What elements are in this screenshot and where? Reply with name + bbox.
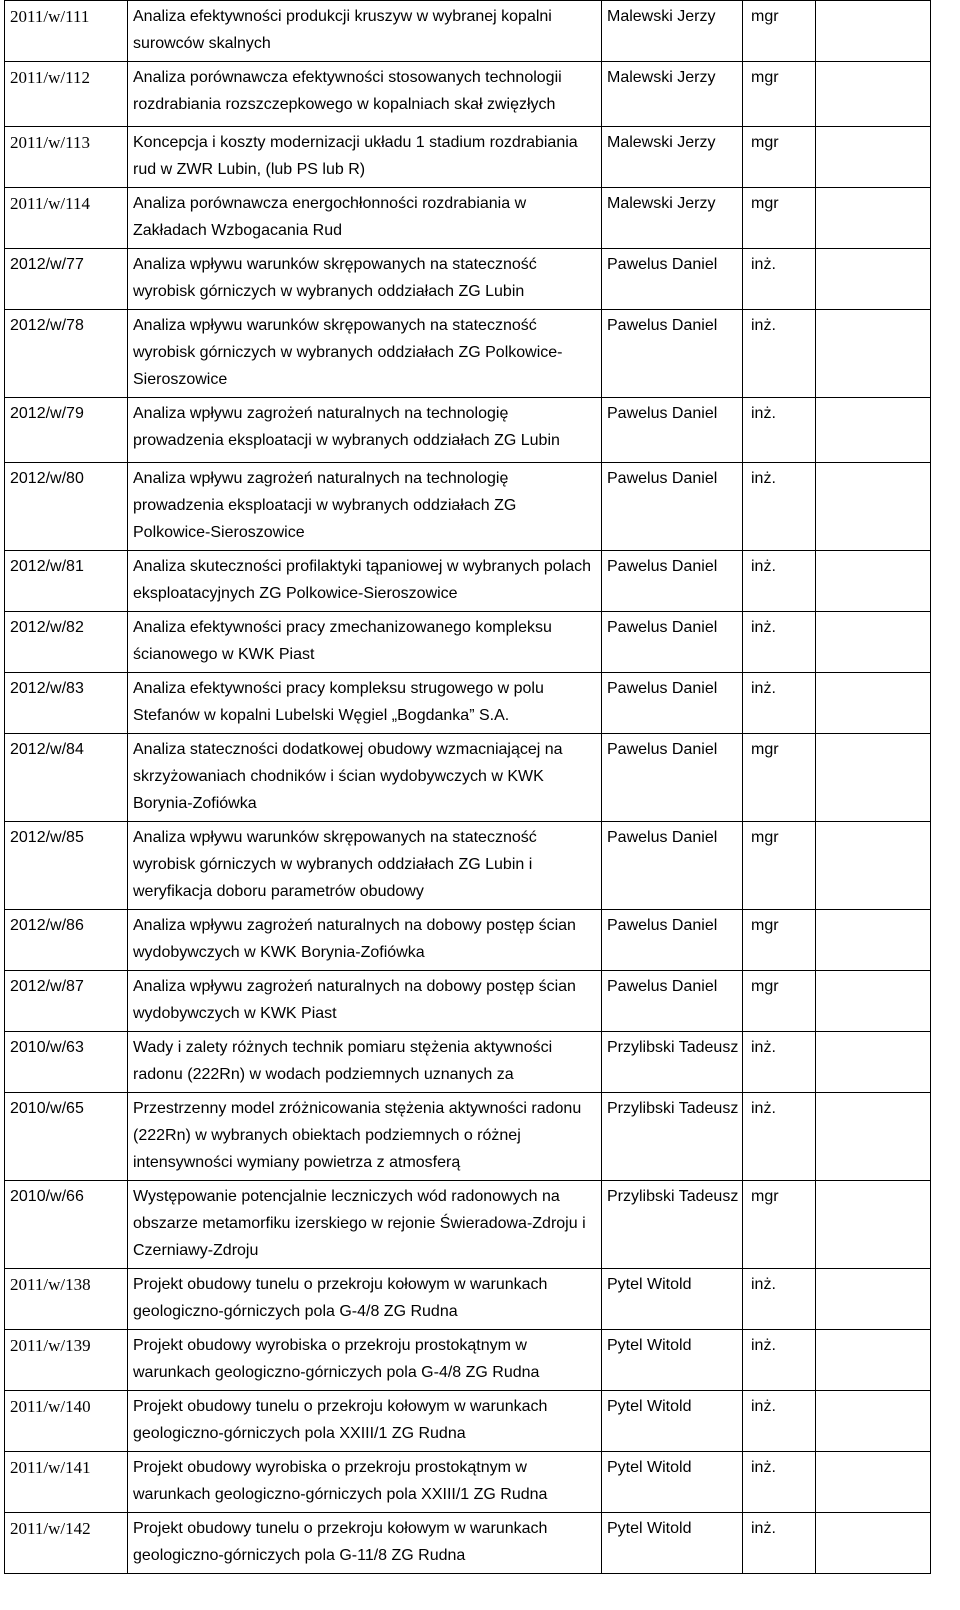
table-row xyxy=(5,1181,931,1269)
supervisor-name: Malewski Jerzy xyxy=(602,188,743,249)
supervisor-name: Pawelus Daniel xyxy=(602,910,743,971)
supervisor-name: Pawelus Daniel xyxy=(602,673,743,734)
topic-title: Projekt obudowy tunelu o przekroju kołowym w warunkach geologiczno-górniczych pola G-11/8 ZG Rudna xyxy=(128,1513,602,1574)
supervisor-name: Pawelus Daniel xyxy=(602,734,743,822)
supervisor-name: Pytel Witold xyxy=(602,1330,743,1391)
degree-level: inż. xyxy=(743,1093,816,1181)
topic-title: Wady i zalety różnych technik pomiaru stężenia aktywności radonu (222Rn) w wodach podziemnych uznanych za xyxy=(128,1032,602,1093)
thesis-topics-body xyxy=(5,1,931,1574)
supervisor-name: Pytel Witold xyxy=(602,1513,743,1574)
degree-level: mgr xyxy=(743,1,816,62)
degree-level: inż. xyxy=(743,398,816,463)
degree-level: inż. xyxy=(743,551,816,612)
topic-id: 2012/w/78 xyxy=(5,310,128,398)
supervisor-name: Pawelus Daniel xyxy=(602,822,743,910)
degree-level: mgr xyxy=(743,910,816,971)
empty-cell xyxy=(816,1452,931,1513)
table-row xyxy=(5,1452,931,1513)
empty-cell xyxy=(816,1330,931,1391)
table-row xyxy=(5,673,931,734)
table-row xyxy=(5,612,931,673)
degree-level: mgr xyxy=(743,971,816,1032)
supervisor-name: Przylibski Tadeusz xyxy=(602,1181,743,1269)
degree-level: inż. xyxy=(743,1330,816,1391)
table-row xyxy=(5,734,931,822)
supervisor-name: Pytel Witold xyxy=(602,1391,743,1452)
table-row xyxy=(5,822,931,910)
empty-cell xyxy=(816,551,931,612)
empty-cell xyxy=(816,1269,931,1330)
table-row xyxy=(5,910,931,971)
table-row xyxy=(5,188,931,249)
table-row xyxy=(5,1,931,62)
topic-title: Analiza wpływu warunków skrępowanych na stateczność wyrobisk górniczych w wybranych oddziałach ZG Lubin i weryfikacja doboru parametrów obudowy xyxy=(128,822,602,910)
topic-id: 2012/w/82 xyxy=(5,612,128,673)
empty-cell xyxy=(816,1513,931,1574)
degree-level: inż. xyxy=(743,1269,816,1330)
empty-cell xyxy=(816,673,931,734)
table-row xyxy=(5,1032,931,1093)
table-row xyxy=(5,1269,931,1330)
supervisor-name: Pawelus Daniel xyxy=(602,398,743,463)
table-row xyxy=(5,1391,931,1452)
topic-id: 2011/w/138 xyxy=(5,1269,128,1330)
table-row xyxy=(5,62,931,127)
degree-level: mgr xyxy=(743,188,816,249)
topic-title: Analiza porównawcza energochłonności rozdrabiania w Zakładach Wzbogacania Rud xyxy=(128,188,602,249)
table-row xyxy=(5,310,931,398)
topic-id: 2010/w/65 xyxy=(5,1093,128,1181)
topic-title: Analiza skuteczności profilaktyki tąpaniowej w wybranych polach eksploatacyjnych ZG Polkowice-Sieroszowice xyxy=(128,551,602,612)
empty-cell xyxy=(816,910,931,971)
supervisor-name: Przylibski Tadeusz xyxy=(602,1093,743,1181)
supervisor-name: Malewski Jerzy xyxy=(602,62,743,127)
topic-title: Występowanie potencjalnie leczniczych wód radonowych na obszarze metamorfiku izerskiego w rejonie Świeradowa-Zdroju i Czerniawy-Zdroju xyxy=(128,1181,602,1269)
degree-level: mgr xyxy=(743,127,816,188)
empty-cell xyxy=(816,1032,931,1093)
supervisor-name: Pytel Witold xyxy=(602,1452,743,1513)
topic-id: 2011/w/140 xyxy=(5,1391,128,1452)
table-row xyxy=(5,1330,931,1391)
empty-cell xyxy=(816,127,931,188)
topic-id: 2012/w/84 xyxy=(5,734,128,822)
topic-title: Koncepcja i koszty modernizacji układu 1 stadium rozdrabiania rud w ZWR Lubin, (lub PS lub R) xyxy=(128,127,602,188)
table-row xyxy=(5,249,931,310)
degree-level: mgr xyxy=(743,1181,816,1269)
topic-title: Analiza wpływu zagrożeń naturalnych na dobowy postęp ścian wydobywczych w KWK Piast xyxy=(128,971,602,1032)
topic-title: Projekt obudowy wyrobiska o przekroju prostokątnym w warunkach geologiczno-górniczych pola G-4/8 ZG Rudna xyxy=(128,1330,602,1391)
empty-cell xyxy=(816,1181,931,1269)
topic-title: Analiza porównawcza efektywności stosowanych technologii rozdrabiania rozszczepkowego w kopalniach skał zwięzłych xyxy=(128,62,602,127)
topic-title: Przestrzenny model zróżnicowania stężenia aktywności radonu (222Rn) w wybranych obiektach podziemnych o różnej intensywności wymiany powietrza z atmosferą xyxy=(128,1093,602,1181)
topic-id: 2011/w/142 xyxy=(5,1513,128,1574)
topic-id: 2011/w/139 xyxy=(5,1330,128,1391)
topic-id: 2012/w/80 xyxy=(5,463,128,551)
topic-id: 2011/w/114 xyxy=(5,188,128,249)
topic-title: Analiza wpływu warunków skrępowanych na stateczność wyrobisk górniczych w wybranych oddziałach ZG Polkowice-Sieroszowice xyxy=(128,310,602,398)
table-row xyxy=(5,127,931,188)
topic-title: Analiza efektywności pracy kompleksu strugowego w polu Stefanów w kopalni Lubelski Węgiel „Bogdanka” S.A. xyxy=(128,673,602,734)
empty-cell xyxy=(816,822,931,910)
degree-level: inż. xyxy=(743,1032,816,1093)
topic-id: 2012/w/86 xyxy=(5,910,128,971)
supervisor-name: Pawelus Daniel xyxy=(602,310,743,398)
degree-level: mgr xyxy=(743,62,816,127)
supervisor-name: Pawelus Daniel xyxy=(602,612,743,673)
topic-title: Analiza efektywności pracy zmechanizowanego kompleksu ścianowego w KWK Piast xyxy=(128,612,602,673)
empty-cell xyxy=(816,188,931,249)
empty-cell xyxy=(816,612,931,673)
topic-title: Analiza wpływu warunków skrępowanych na stateczność wyrobisk górniczych w wybranych oddziałach ZG Lubin xyxy=(128,249,602,310)
topic-id: 2012/w/85 xyxy=(5,822,128,910)
thesis-topics-table xyxy=(4,0,931,1574)
topic-title: Analiza wpływu zagrożeń naturalnych na technologię prowadzenia eksploatacji w wybranych oddziałach ZG Polkowice-Sieroszowice xyxy=(128,463,602,551)
empty-cell xyxy=(816,1093,931,1181)
table-row xyxy=(5,971,931,1032)
empty-cell xyxy=(816,398,931,463)
topic-title: Analiza wpływu zagrożeń naturalnych na technologię prowadzenia eksploatacji w wybranych oddziałach ZG Lubin xyxy=(128,398,602,463)
supervisor-name: Malewski Jerzy xyxy=(602,1,743,62)
topic-title: Analiza wpływu zagrożeń naturalnych na dobowy postęp ścian wydobywczych w KWK Borynia-Zofiówka xyxy=(128,910,602,971)
supervisor-name: Pawelus Daniel xyxy=(602,551,743,612)
table-row xyxy=(5,1093,931,1181)
empty-cell xyxy=(816,734,931,822)
topic-id: 2010/w/66 xyxy=(5,1181,128,1269)
topic-title: Analiza efektywności produkcji kruszyw w wybranej kopalni surowców skalnych xyxy=(128,1,602,62)
supervisor-name: Przylibski Tadeusz xyxy=(602,1032,743,1093)
topic-title: Projekt obudowy tunelu o przekroju kołowym w warunkach geologiczno-górniczych pola XXIII/1 ZG Rudna xyxy=(128,1391,602,1452)
empty-cell xyxy=(816,1,931,62)
table-row xyxy=(5,1513,931,1574)
degree-level: inż. xyxy=(743,463,816,551)
supervisor-name: Malewski Jerzy xyxy=(602,127,743,188)
topic-id: 2011/w/141 xyxy=(5,1452,128,1513)
supervisor-name: Pytel Witold xyxy=(602,1269,743,1330)
degree-level: inż. xyxy=(743,612,816,673)
topic-id: 2012/w/87 xyxy=(5,971,128,1032)
topic-id: 2012/w/81 xyxy=(5,551,128,612)
degree-level: inż. xyxy=(743,1391,816,1452)
degree-level: inż. xyxy=(743,1513,816,1574)
empty-cell xyxy=(816,310,931,398)
topic-id: 2011/w/111 xyxy=(5,1,128,62)
empty-cell xyxy=(816,62,931,127)
degree-level: inż. xyxy=(743,673,816,734)
table-row xyxy=(5,551,931,612)
table-row xyxy=(5,463,931,551)
degree-level: mgr xyxy=(743,822,816,910)
topic-id: 2012/w/79 xyxy=(5,398,128,463)
topic-id: 2011/w/113 xyxy=(5,127,128,188)
topic-title: Projekt obudowy tunelu o przekroju kołowym w warunkach geologiczno-górniczych pola G-4/8 ZG Rudna xyxy=(128,1269,602,1330)
empty-cell xyxy=(816,971,931,1032)
supervisor-name: Pawelus Daniel xyxy=(602,249,743,310)
topic-id: 2011/w/112 xyxy=(5,62,128,127)
topic-title: Projekt obudowy wyrobiska o przekroju prostokątnym w warunkach geologiczno-górniczych pola XXIII/1 ZG Rudna xyxy=(128,1452,602,1513)
topic-id: 2012/w/77 xyxy=(5,249,128,310)
degree-level: mgr xyxy=(743,734,816,822)
degree-level: inż. xyxy=(743,249,816,310)
empty-cell xyxy=(816,463,931,551)
topic-id: 2012/w/83 xyxy=(5,673,128,734)
topic-id: 2010/w/63 xyxy=(5,1032,128,1093)
empty-cell xyxy=(816,1391,931,1452)
supervisor-name: Pawelus Daniel xyxy=(602,971,743,1032)
empty-cell xyxy=(816,249,931,310)
degree-level: inż. xyxy=(743,1452,816,1513)
table-row xyxy=(5,398,931,463)
topic-title: Analiza stateczności dodatkowej obudowy wzmacniającej na skrzyżowaniach chodników i ścian wydobywczych w KWK Borynia-Zofiówka xyxy=(128,734,602,822)
supervisor-name: Pawelus Daniel xyxy=(602,463,743,551)
degree-level: inż. xyxy=(743,310,816,398)
